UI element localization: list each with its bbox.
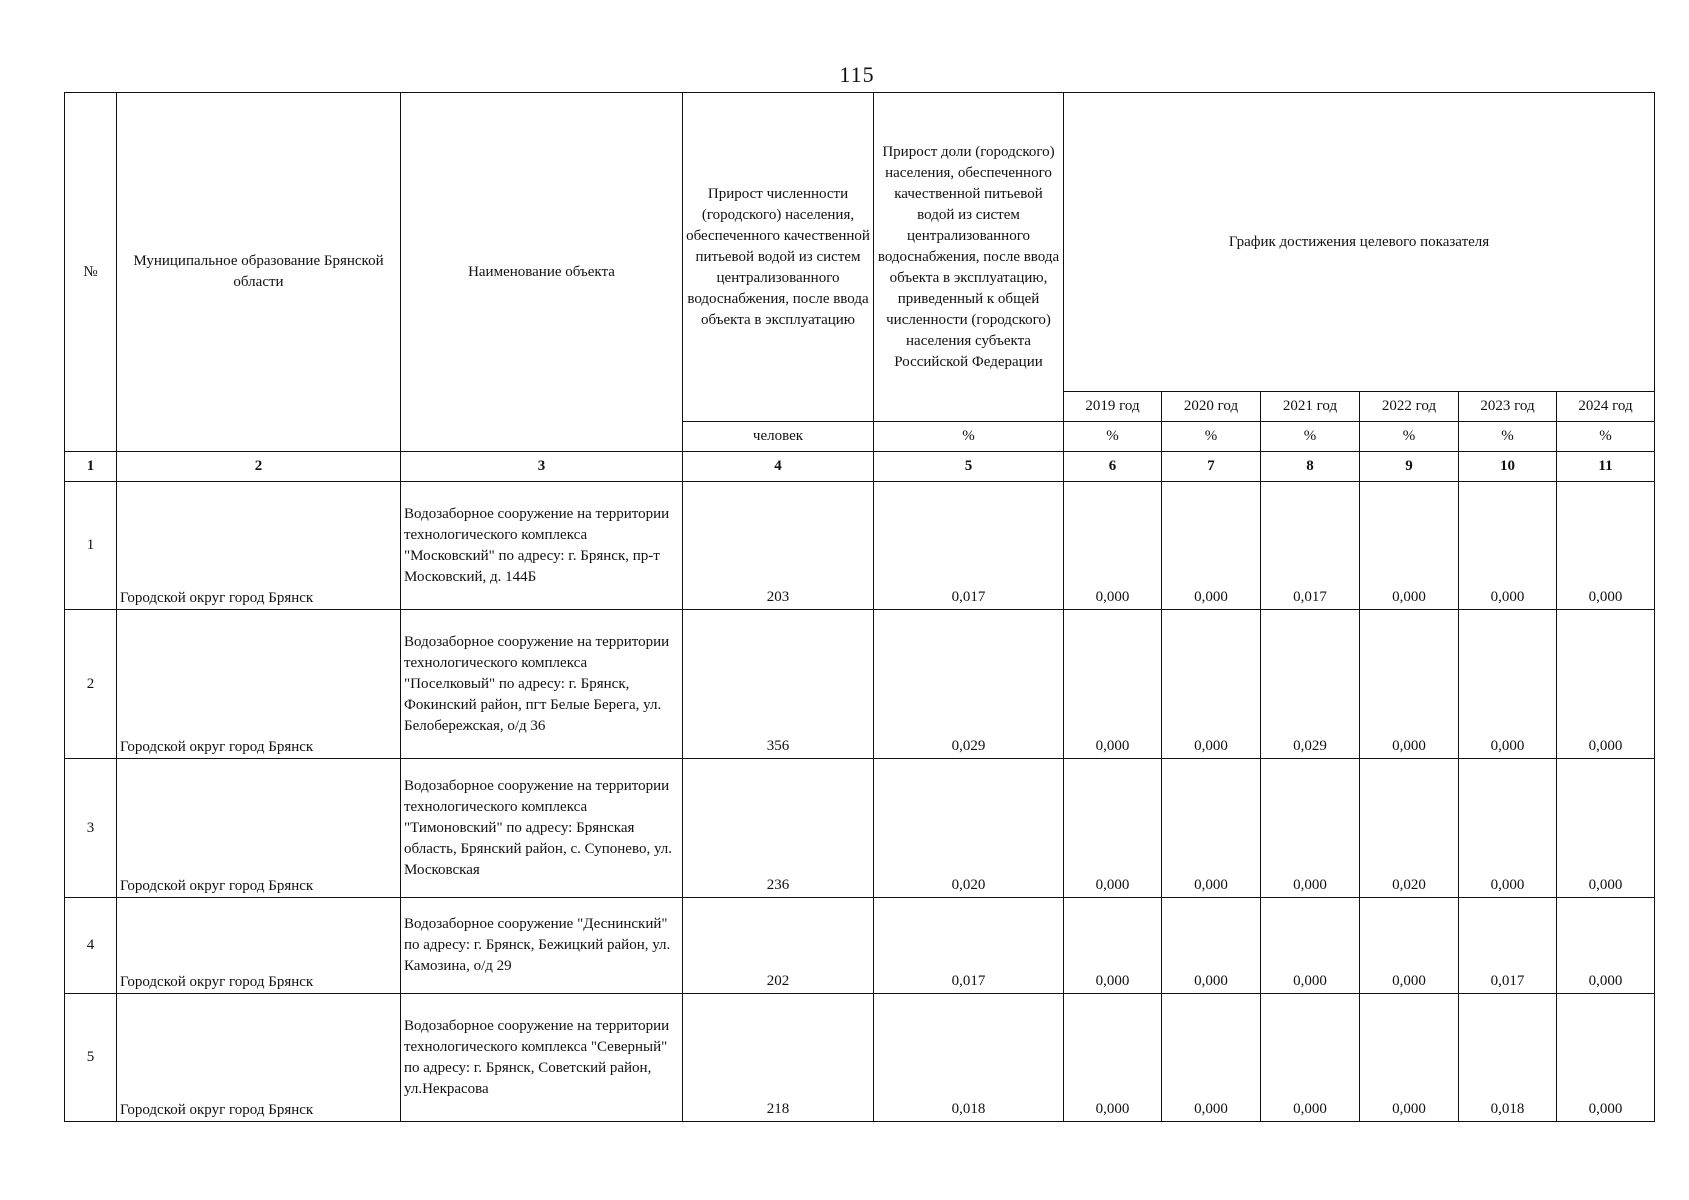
- unit-percent: %: [1360, 422, 1459, 452]
- column-index: 7: [1162, 452, 1261, 482]
- table-row: [65, 994, 1655, 1122]
- year-value-cell: 0,000: [1557, 610, 1655, 759]
- unit-percent: %: [874, 422, 1064, 452]
- year-value-cell: 0,000: [1360, 898, 1459, 994]
- year-value-cell: 0,000: [1557, 759, 1655, 898]
- people-cell: 202: [683, 898, 874, 994]
- column-index: 1: [65, 452, 117, 482]
- year-value-cell: 0,029: [1261, 610, 1360, 759]
- municipality-cell: Городской округ город Брянск: [117, 610, 401, 759]
- municipality-cell: Городской округ город Брянск: [117, 994, 401, 1122]
- target-indicator-table: [64, 92, 1655, 1122]
- object-name-cell: Водозаборное сооружение на территории технологического комплекса "Московский" по адресу: г. Брянск, пр-т Московский, д. 144Б: [401, 482, 683, 610]
- year-value-cell: 0,000: [1064, 610, 1162, 759]
- column-index: 10: [1459, 452, 1557, 482]
- unit-percent: %: [1162, 422, 1261, 452]
- year-value-cell: 0,000: [1064, 898, 1162, 994]
- municipality-cell: Городской округ город Брянск: [117, 482, 401, 610]
- row-number: 4: [65, 898, 117, 994]
- people-cell: 203: [683, 482, 874, 610]
- header-year: 2021 год: [1261, 392, 1360, 422]
- people-cell: 356: [683, 610, 874, 759]
- object-name-cell: Водозаборное сооружение "Деснинский" по адресу: г. Брянск, Бежицкий район, ул. Камозина, о/д 29: [401, 898, 683, 994]
- row-number: 1: [65, 482, 117, 610]
- column-index: 9: [1360, 452, 1459, 482]
- row-number: 3: [65, 759, 117, 898]
- unit-percent: %: [1064, 422, 1162, 452]
- table-row: [65, 759, 1655, 898]
- unit-percent: %: [1261, 422, 1360, 452]
- column-index: 8: [1261, 452, 1360, 482]
- header-municipality: Муниципальное образование Брянской области: [117, 93, 401, 452]
- column-index: 2: [117, 452, 401, 482]
- year-value-cell: 0,018: [1459, 994, 1557, 1122]
- year-value-cell: 0,000: [1261, 994, 1360, 1122]
- year-value-cell: 0,000: [1064, 759, 1162, 898]
- municipality-cell: Городской округ город Брянск: [117, 759, 401, 898]
- column-index: 4: [683, 452, 874, 482]
- table-row: [65, 610, 1655, 759]
- year-value-cell: 0,000: [1064, 994, 1162, 1122]
- year-value-cell: 0,000: [1557, 482, 1655, 610]
- year-value-cell: 0,017: [1459, 898, 1557, 994]
- column-index: 3: [401, 452, 683, 482]
- year-value-cell: 0,000: [1162, 610, 1261, 759]
- people-cell: 236: [683, 759, 874, 898]
- column-index: 11: [1557, 452, 1655, 482]
- column-index: 6: [1064, 452, 1162, 482]
- header-year: 2020 год: [1162, 392, 1261, 422]
- header-schedule: График достижения целевого показателя: [1064, 93, 1655, 392]
- year-value-cell: 0,000: [1557, 994, 1655, 1122]
- unit-people: человек: [683, 422, 874, 452]
- municipality-cell: Городской округ город Брянск: [117, 898, 401, 994]
- header-no: №: [65, 93, 117, 452]
- year-value-cell: 0,000: [1064, 482, 1162, 610]
- year-value-cell: 0,000: [1360, 610, 1459, 759]
- header-row-main: [65, 93, 1655, 392]
- row-number: 5: [65, 994, 117, 1122]
- object-name-cell: Водозаборное сооружение на территории технологического комплекса "Северный" по адресу: г. Брянск, Советский район, ул.Некрасова: [401, 994, 683, 1122]
- year-value-cell: 0,000: [1557, 898, 1655, 994]
- year-value-cell: 0,000: [1360, 482, 1459, 610]
- year-value-cell: 0,000: [1261, 898, 1360, 994]
- people-cell: 218: [683, 994, 874, 1122]
- share-cell: 0,017: [874, 482, 1064, 610]
- share-cell: 0,018: [874, 994, 1064, 1122]
- year-value-cell: 0,020: [1360, 759, 1459, 898]
- year-value-cell: 0,000: [1261, 759, 1360, 898]
- column-index-row: [65, 452, 1655, 482]
- year-value-cell: 0,000: [1459, 610, 1557, 759]
- header-year: 2022 год: [1360, 392, 1459, 422]
- header-growth-share: Прирост доли (городского) населения, обеспеченного качественной питьевой водой из систем централизованного водоснабжения, после ввода объекта в эксплуатацию, приведенный к общей численности (городского) населения субъекта Российской Федерации: [874, 93, 1064, 422]
- share-cell: 0,017: [874, 898, 1064, 994]
- header-year: 2024 год: [1557, 392, 1655, 422]
- header-year: 2019 год: [1064, 392, 1162, 422]
- column-index: 5: [874, 452, 1064, 482]
- year-value-cell: 0,000: [1459, 482, 1557, 610]
- year-value-cell: 0,017: [1261, 482, 1360, 610]
- year-value-cell: 0,000: [1459, 759, 1557, 898]
- share-cell: 0,020: [874, 759, 1064, 898]
- year-value-cell: 0,000: [1162, 994, 1261, 1122]
- unit-percent: %: [1557, 422, 1655, 452]
- row-number: 2: [65, 610, 117, 759]
- header-year: 2023 год: [1459, 392, 1557, 422]
- year-value-cell: 0,000: [1162, 898, 1261, 994]
- object-name-cell: Водозаборное сооружение на территории технологического комплекса "Тимоновский" по адресу: Брянская область, Брянский район, с. Супонево, ул. Московская: [401, 759, 683, 898]
- table-row: [65, 482, 1655, 610]
- unit-percent: %: [1459, 422, 1557, 452]
- share-cell: 0,029: [874, 610, 1064, 759]
- page-number: 115: [839, 62, 875, 87]
- year-value-cell: 0,000: [1162, 482, 1261, 610]
- table-row: [65, 898, 1655, 994]
- header-growth-population: Прирост численности (городского) населения, обеспеченного качественной питьевой водой из систем централизованного водоснабжения, после ввода объекта в эксплуатацию: [683, 93, 874, 422]
- year-value-cell: 0,000: [1360, 994, 1459, 1122]
- header-object: Наименование объекта: [401, 93, 683, 452]
- object-name-cell: Водозаборное сооружение на территории технологического комплекса "Поселковый" по адресу: г. Брянск, Фокинский район, пгт Белые Берега, ул. Белобережская, о/д 36: [401, 610, 683, 759]
- year-value-cell: 0,000: [1162, 759, 1261, 898]
